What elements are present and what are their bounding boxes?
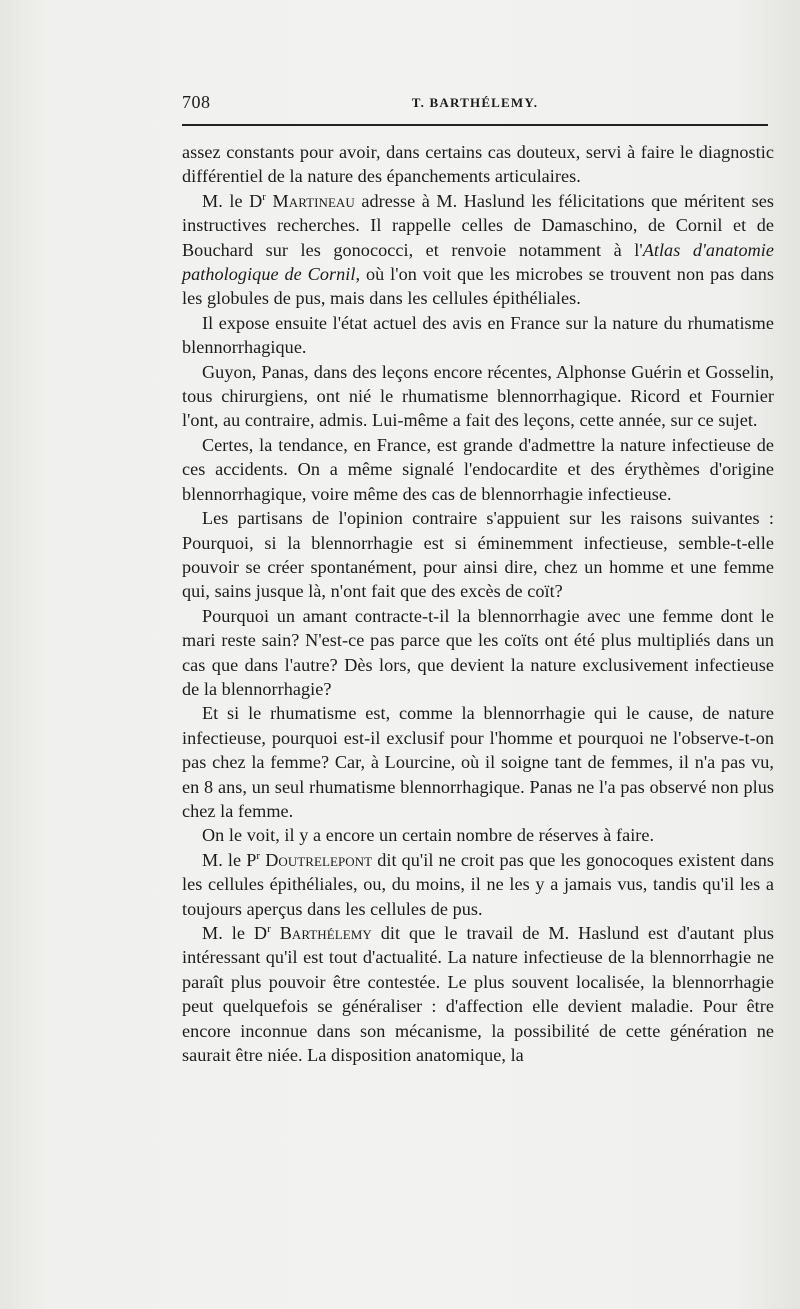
atlas-title: Atlas d'anatomie pathologique de Cornil: [182, 239, 775, 285]
paragraph-3: Il expose ensuite l'état actuel des avis en France sur la nature du rhumatisme blennorrhagique.: [182, 312, 774, 358]
paragraph-2-text2: , où l'on voit que les microbes se trouvent non pas dans les globules de pus, mais dans les cellules épithéliales.: [182, 264, 774, 309]
paragraph-2-text1: adresse à M. Haslund les félicitations que méritent ses instructives recherches. Il rappelle celles de Damaschino, de Cornil et de Bouchard sur les gonococci, et renvoie notamment à l': [182, 190, 774, 260]
paragraph-10-lead: M. le P: [202, 849, 257, 870]
paragraph-10-sup: r: [256, 849, 261, 862]
body-text: [182, 140, 774, 1067]
paragraph-6: Les partisans de l'opinion contraire s'appuient sur les raisons suivantes : Pourquoi, si la blennorrhagie est si éminemment infectieuse, semble-t-elle pouvoir se créer spontanément, pour ainsi dire, chez un homme et une femme qui, sains jusque là, n'ont fait que des excès de coït?: [182, 508, 774, 602]
page-header: [182, 92, 768, 116]
header-rule: [182, 124, 768, 126]
paragraph-11-lead: M. le D: [202, 923, 268, 943]
paragraph-9: On le voit, il y a encore un certain nombre de réserves à faire.: [202, 825, 655, 846]
paragraph-5: Certes, la tendance, en France, est grande d'admettre la nature infectieuse de ces accidents. On a même signalé l'endocardite et des érythèmes d'origine blennorrhagique, voire même des cas de blennorrhagie infectieuse.: [182, 434, 774, 504]
paragraph-11-text: dit que le travail de M. Haslund est d'autant plus intéressant qu'il est tout d'actualité. La nature infectieuse de la blennorrhagie ne paraît plus pouvoir être contestée. Le plus souvent localisée, la blennorrhagie peut quelquefois se généraliser : d'affection elle devient maladie. Pour être encore inconnue dans son mécanisme, la possibilité de cette génération ne saurait être niée. La disposition anatomique, la: [182, 923, 774, 1066]
speaker-doutrelepont: Doutrelepont: [265, 849, 373, 870]
paragraph-8: Et si le rhumatisme est, comme la blennorrhagie qui le cause, de nature infectieuse, pourquoi est-il exclusif pour l'homme et pourquoi ne l'observe-t-on pas chez la femme? Car, à Lourcine, où il soigne tant de femmes, il n'a pas vu, en 8 ans, un seul rhumatisme blennorrhagique. Panas ne l'a pas observé non plus chez la femme.: [182, 703, 774, 821]
paragraph-1: assez constants pour avoir, dans certains cas douteux, servi à faire le diagnostic différentiel de la nature des épanchements articulaires.: [182, 142, 774, 187]
speaker-martineau: Martineau: [272, 190, 355, 211]
paragraph-2: [182, 189, 774, 311]
running-head: T. BARTHÉLEMY.: [411, 95, 539, 110]
speaker-barthelemy: Barthélemy: [279, 923, 372, 943]
paragraph-4: Guyon, Panas, dans des leçons encore récentes, Alphonse Guérin et Gosselin, tous chirurgiens, ont nié le rhumatisme blennorrhagique. Ricord et Fournier l'ont, au contraire, admis. Lui-même a fait des leçons, cette année, sur ce sujet.: [182, 361, 774, 431]
page-number: 708: [182, 92, 211, 112]
paragraph-2-lead: M. le D: [202, 190, 263, 211]
paragraph-7: Pourquoi un amant contracte-t-il la blennorrhagie avec une femme dont le mari reste sain? N'est-ce pas parce que les coïts ont été plus multipliés dans un cas que dans l'autre? Dès lors, que devient la nature exclusivement infectieuse de la blennorrhagie?: [182, 605, 774, 699]
paragraph-10-text: dit qu'il ne croit pas que les gonocoques existent dans les cellules épithéliales, ou, du moins, il ne les y a jamais vus, tandis qu'il les a toujours aperçus dans les cellules de pus.: [182, 849, 775, 919]
paragraph-10: [182, 848, 774, 921]
paragraph-11: [182, 921, 774, 1067]
paragraph-2-sup: r: [262, 190, 266, 203]
paragraph-11-sup: r: [267, 922, 271, 935]
